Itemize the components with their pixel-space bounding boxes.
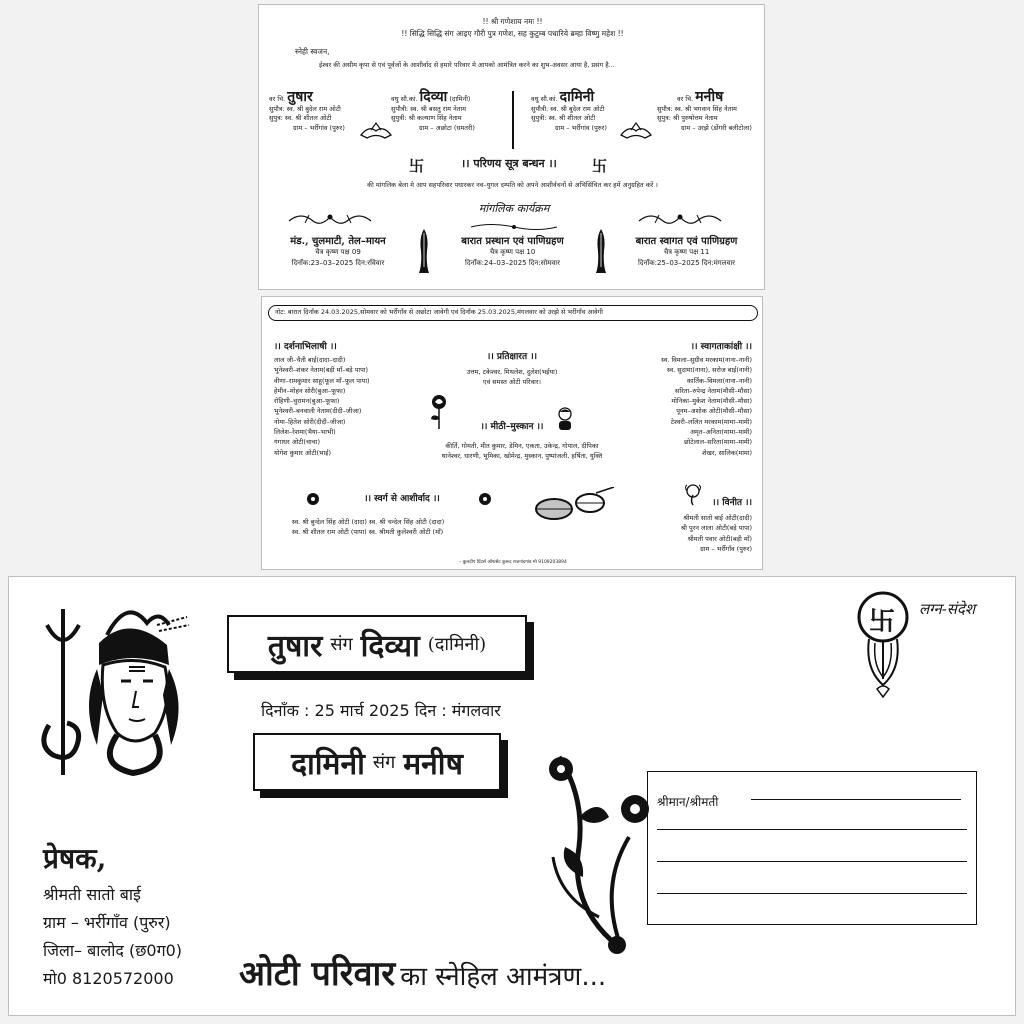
event-1-date: दिनाँक:23–03–2025 दिन:रविवार bbox=[291, 259, 385, 267]
vinit-title: ।। विनीत ।। bbox=[712, 498, 752, 508]
rose-icon bbox=[428, 393, 450, 435]
sender-name: श्रीमती सातो बाई bbox=[43, 885, 141, 904]
flower-icon bbox=[306, 491, 320, 510]
groom-2-name: मनीष bbox=[695, 89, 724, 105]
bride-1-alias: (दामिनी) bbox=[449, 95, 471, 103]
list-item: स्व. विमला–सुग्रीव मरकाम(नाना–नानी) bbox=[661, 356, 752, 364]
event-1-tithi: चैत्र कृष्ण पक्ष 09 bbox=[315, 248, 361, 256]
tag2-name2: मनीष bbox=[403, 746, 463, 782]
flourish-icon bbox=[637, 211, 723, 231]
event-2 bbox=[435, 233, 590, 269]
ceremony-line: की मांगलिक बेला मे आप सहपरिवार पधारकर नव–युगल दम्पति को अपने आशीर्वचनों से अभिसिंचित कर हमें अनुग्रहित करें । bbox=[367, 181, 658, 189]
bride-1-prefix: वधु सौ.कां. bbox=[391, 95, 418, 103]
greeting: स्नेही स्वजन, bbox=[295, 47, 330, 56]
list-item: मोनिका–मुकेश नेताम(मौसी–मौसा) bbox=[671, 397, 752, 406]
envelope-date: दिनाँक : 25 मार्च 2025 दिन : मंगलवार bbox=[261, 701, 501, 720]
list-item: भुनेश्वरी–बनवाली नेताम(दीदी–जीजा) bbox=[274, 407, 362, 416]
list-item: सरिता–रुपेन्द्र नेताम(मौसी–मौसा) bbox=[675, 386, 752, 395]
bride-2-line: सुपौत्री: स्व. श्री बुदेल राम ओटी bbox=[531, 104, 605, 113]
vinit-list bbox=[681, 513, 752, 554]
darshanabhilashi-section bbox=[274, 339, 370, 458]
event-3-title: बारात स्वागत एवं पाणिग्रहण bbox=[635, 236, 738, 247]
couple-divider bbox=[512, 91, 514, 149]
list-item: लिलेश–रेशमा(भैया–भाभी) bbox=[274, 428, 336, 437]
list-item: गंगाधर ओटी(चाचा) bbox=[274, 438, 321, 447]
list-item: भुनेश्वरी–शंकर नेताम(बड़ी माँ–बड़े पापा) bbox=[274, 366, 369, 375]
groom-1-block bbox=[269, 89, 345, 133]
groom-1-name: तुषार bbox=[287, 89, 313, 105]
address-label: श्रीमान/श्रीमती bbox=[657, 795, 719, 809]
tag2-joiner: संग bbox=[372, 752, 396, 773]
list-item: ग्राम – भर्रीगाँव (पुरुर) bbox=[700, 544, 752, 553]
bride-2-prefix: वधु सौ.कां. bbox=[531, 95, 558, 103]
darshanabhilashi-title: ।। दर्शनाभिलाषी ।। bbox=[274, 342, 337, 352]
list-item: टेश्वरी–ललित मरकाम(मामा–मामी) bbox=[670, 417, 752, 426]
tagline-bold: ओटी परिवार bbox=[239, 954, 396, 994]
event-2-title: बारात प्रस्थान एवं पाणिग्रहण bbox=[461, 236, 564, 247]
list-item: नोमा–हितेश सोरी(दीदी–जीजा) bbox=[274, 417, 346, 426]
list-item: उत्तम, टकेश्वर, मिथलेश, दुलेश(भईया) bbox=[466, 368, 558, 376]
address-line[interactable] bbox=[657, 829, 967, 830]
event-3 bbox=[609, 233, 764, 269]
envelope bbox=[8, 576, 1016, 1016]
list-item: कीर्ति, गोमती, मीत कुमार, डेमिन, एकता, उकेन्द्र, गोपाल, दीपिका bbox=[445, 442, 599, 450]
sender-village: ग्राम – भर्रीगाँव (पुरुर) bbox=[43, 913, 171, 932]
groom-1-line: सुपौत्र: स्व. श्री बुदेल राम ओटी bbox=[269, 104, 341, 113]
list-item: स्व. श्री शीतल राम ओटी (पापा) स्व. श्रीमती कुलेश्वरी ओटी (माँ) bbox=[292, 528, 444, 537]
list-item: थानेश्वर, धारणी, भूमिका, खोमेन्द्र, मुस्कान, पुष्पांजली, हर्षिता, युक्ति bbox=[441, 452, 603, 461]
bride-1-line: सुपुत्री: श्री कल्याण सिंह नेताम bbox=[391, 114, 462, 122]
tagline-rest: का स्नेहिल आमंत्रण... bbox=[400, 962, 607, 992]
bride-1-block bbox=[391, 89, 475, 133]
couple-tag-1 bbox=[227, 615, 527, 673]
shiva-illustration bbox=[37, 595, 207, 804]
bride-1-name: दिव्या bbox=[419, 89, 448, 105]
mithi-muskan-list bbox=[372, 441, 672, 462]
swastika-icon: 卐 bbox=[592, 157, 608, 175]
invitation-card bbox=[258, 4, 765, 290]
mithi-muskan-title: ।। मीठी–मुस्कान ।। bbox=[480, 422, 544, 432]
intro-text: ईश्वर की असीम कृपा से एवं पूर्वजों के आशीर्वाद से हमारे परिवार मे आपको आमंत्रित करने का शुभ-अवसर आया है, प्रसंग है... bbox=[319, 61, 615, 69]
list-item: अमृत–अनिता(मामा–मामी) bbox=[689, 428, 752, 437]
groom-2-block bbox=[657, 89, 752, 133]
shehnai-icon bbox=[417, 227, 431, 279]
list-item: वीणा–रामकुमार साहू(फूल माँ–फूल पापा) bbox=[274, 376, 370, 385]
swastika-icon: 卐 bbox=[869, 607, 896, 637]
list-item: कार्तिक–विमला(नाना–नानी) bbox=[686, 376, 752, 385]
couple-tag-2 bbox=[253, 733, 501, 791]
child-icon bbox=[554, 407, 576, 437]
bride-2-line: ग्राम – भर्रीगांव (पुरुर) bbox=[555, 123, 607, 132]
groom-2-line: ग्राम – उरझे (डोंगरी बलीटोला) bbox=[681, 123, 752, 132]
list-item: श्री पुरन लाला ओटी(बड़े पापा) bbox=[680, 524, 752, 533]
groom-2-prefix: वर चि. bbox=[677, 95, 694, 103]
bride-2-block bbox=[531, 89, 607, 133]
ganesha-icon bbox=[684, 483, 702, 511]
swagatakanshi-section bbox=[661, 339, 752, 458]
blessing-line: !! सिद्धि सिद्धि संग आइए गौरी पुत्र गणेश, सह कुटुम्ब पधारिये ब्रम्हा विष्णु महेश !! bbox=[401, 29, 624, 38]
groom-2-line: सुपुत्र: श्री पुरुषोत्तम नेताम bbox=[657, 114, 718, 122]
bride-2-name: दामिनी bbox=[559, 89, 595, 105]
details-card bbox=[261, 296, 763, 570]
list-item: छोटेलाल–सरिता(मामा–मामी) bbox=[684, 438, 752, 447]
event-1-title: मंड., चुलमाटी, तेल–मायन bbox=[290, 236, 386, 247]
tag1-name2: दिव्या bbox=[360, 628, 420, 664]
event-3-date: दिनाँक:25–03–2025 दिन:मंगलवार bbox=[637, 259, 736, 267]
floral-ornament bbox=[539, 737, 659, 961]
list-item: योगेश कुमार ओटी(भाई) bbox=[274, 448, 332, 457]
list-item: श्रीमती पवार ओटी(बड़ी माँ) bbox=[687, 534, 752, 543]
flourish-icon bbox=[287, 211, 373, 231]
printer-footer: – कुलदीप प्रिंटर्स ऑफसेट कुरूद राजनांदगांव मो 9109203894 bbox=[459, 560, 567, 565]
address-line[interactable] bbox=[657, 861, 967, 862]
groom-1-line: ग्राम – भर्रीगांव (पुरुर) bbox=[293, 123, 345, 132]
bride-1-line: सुपौत्री: स्व. श्री बसतु राम नेताम bbox=[391, 104, 466, 113]
bride-1-line: ग्राम – अछोटा (धमतरी) bbox=[419, 123, 475, 132]
bride-2-line: सुपुत्री: स्व. श्री शीतल ओटी bbox=[531, 114, 596, 122]
swarg-list bbox=[292, 517, 444, 538]
invocation: !! श्री गणेशाय नमः !! bbox=[482, 17, 543, 26]
tag1-joiner: संग bbox=[330, 634, 353, 655]
sender-mobile: मो0 8120572000 bbox=[43, 969, 174, 988]
flower-icon bbox=[478, 491, 492, 510]
logo-text: लग्न-संदेश bbox=[919, 600, 976, 618]
swagatakanshi-title: ।। स्वागताकांक्षी ।। bbox=[690, 342, 752, 352]
swastika-icon: 卐 bbox=[409, 157, 425, 175]
event-2-date: दिनाँक:24–03–2025 दिन:सोमवार bbox=[465, 259, 560, 267]
list-item: एवं समस्त ओटी परिवार। bbox=[483, 378, 541, 387]
swarg-title: ।। स्वर्ग से आशीर्वाद ।। bbox=[364, 494, 440, 504]
pratiksharat-section bbox=[412, 349, 612, 388]
folded-hands-icon bbox=[619, 121, 653, 145]
list-item: शेखर, सालिक(मामा) bbox=[702, 448, 752, 457]
groom-1-prefix: वर चि. bbox=[269, 95, 286, 103]
dhol-drums-icon bbox=[532, 487, 618, 531]
list-item: स्व. श्री बुन्देल सिंह ओटी (दादा) स्व. श्री चन्देल सिंह ओटी (दादा) bbox=[292, 518, 445, 526]
list-item: पूनम–अशोक ओटी(मौसी–मौसा) bbox=[676, 407, 752, 416]
list-item: स्व. सुदामा(नाना), सरोज बाई(नानी) bbox=[666, 366, 752, 375]
pratiksharat-title: ।। प्रतिक्षारत ।। bbox=[486, 352, 538, 362]
sender-district: जिला– बालोद (छ0ग0) bbox=[43, 941, 183, 960]
programs-heading: मांगलिक कार्यक्रम bbox=[478, 202, 550, 215]
event-1 bbox=[263, 233, 413, 269]
event-2-tithi: चैत्र कृष्ण पक्ष 10 bbox=[489, 248, 536, 256]
tag1-name1: तुषार bbox=[267, 628, 323, 664]
folded-hands-icon bbox=[359, 121, 393, 145]
ceremony-title: ।। परिणय सूत्र बन्धन ।। bbox=[461, 157, 557, 170]
groom-1-line: सुपुत्र: स्व. श्री शीतल ओटी bbox=[269, 114, 332, 122]
tagline bbox=[239, 949, 606, 995]
address-line[interactable] bbox=[657, 893, 967, 894]
list-item: श्रीमती सातो बाई ओटी(दादी) bbox=[683, 514, 752, 522]
event-3-tithi: चैत्र कृष्ण पक्ष 11 bbox=[663, 248, 710, 256]
groom-2-line: सुपौत्र: स्व. श्री भगवान सिंह नेताम bbox=[657, 104, 737, 113]
shehnai-icon bbox=[594, 227, 608, 279]
tag1-alias: (दामिनी) bbox=[427, 634, 487, 655]
note-box: नोट: बारात दिनाँक 24.03.2025,सोमवार को भर्रीगाँव से अछोटा जावेगी एवं दिनाँक 25.03.2025,मंगलवार को उरझे से भर्रीगाँव आवेगी bbox=[268, 305, 758, 321]
list-item: रोहिणी–चुरामन(बुआ–फूफा) bbox=[274, 397, 340, 406]
list-item: हेमीन–मोहन सोरी(बुआ–फूफा) bbox=[274, 386, 346, 395]
tag2-name1: दामिनी bbox=[291, 746, 365, 782]
list-item: लाल जी–चैती बाई(दादा–दादी) bbox=[274, 356, 346, 364]
address-line[interactable] bbox=[751, 799, 961, 800]
sender-heading: प्रेषक, bbox=[43, 842, 107, 875]
